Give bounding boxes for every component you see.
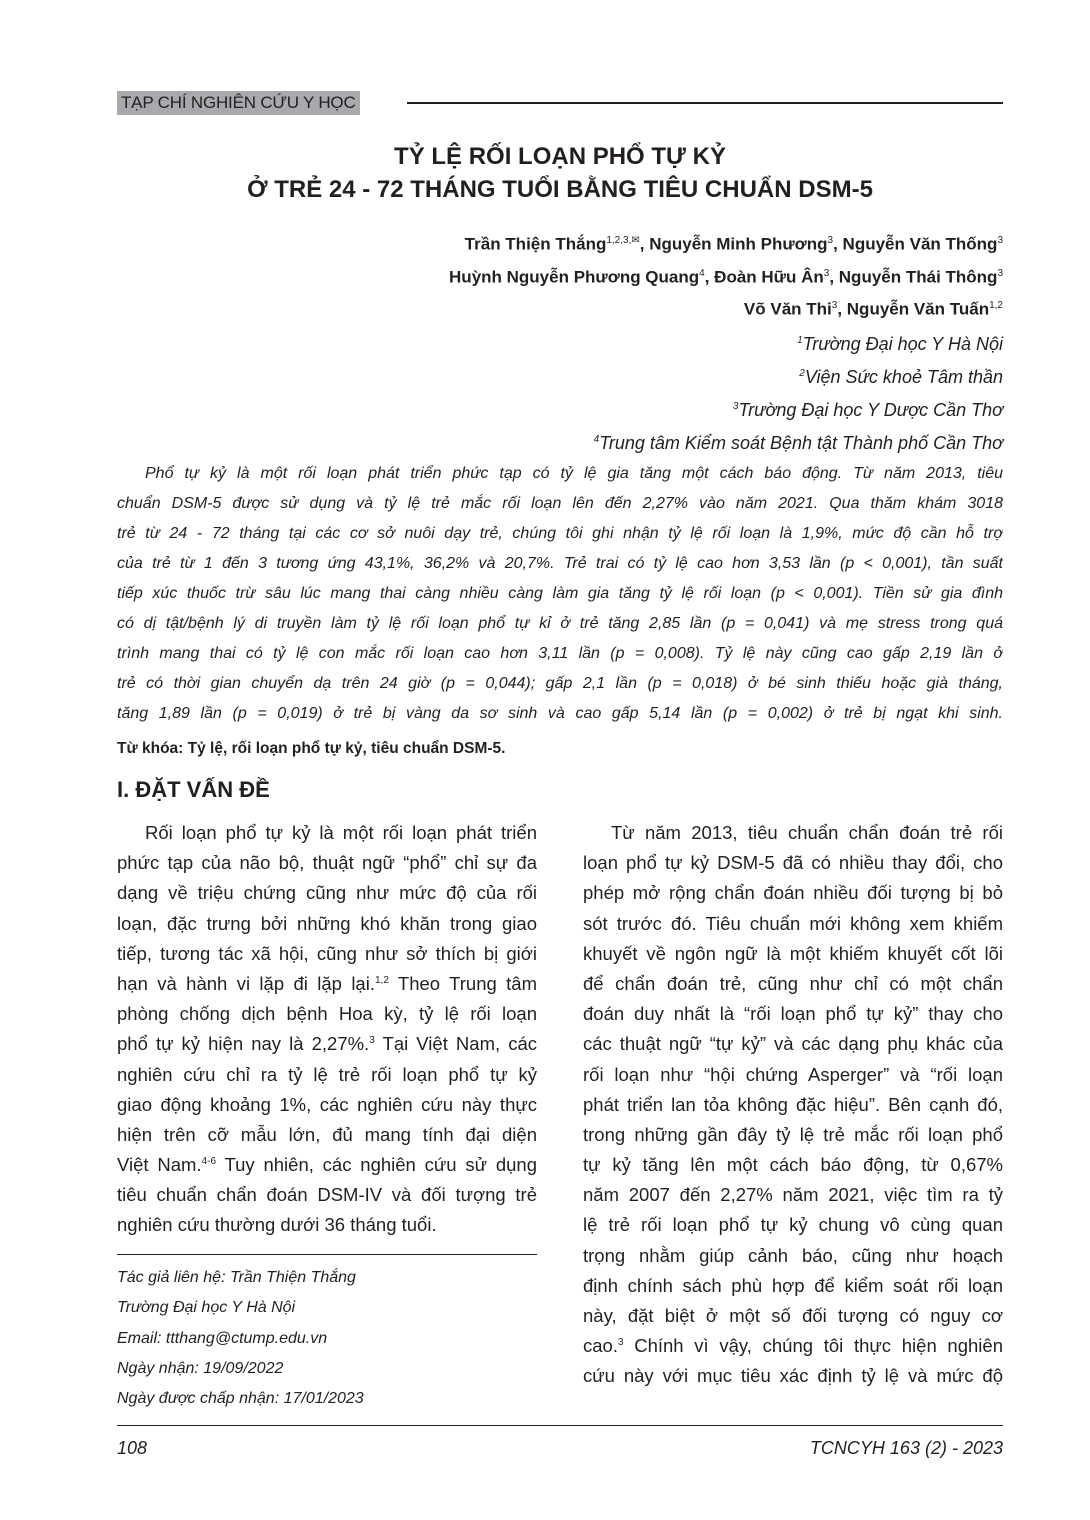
body-line [117,1120,537,1150]
body-text: loạn, đặc trưng bởi những khó khăn trong giao [117,912,537,934]
body-line [117,818,537,848]
body-line [583,818,1003,848]
body-text: phát triển lan tỏa không đặc hiệu”. Bên cạnh đó, [583,1093,1003,1115]
body-text: nghiên cứu thường dưới 36 tháng tuổi. [117,1214,437,1236]
abstract-line: tiếp xúc thuốc trừ sâu lúc mang thai càng nhiều càng làm gia tăng tỷ lệ rối loạn (p < 0,001). Tiền sử gia đình [117,585,1003,602]
body-text: rối loạn như “hội chứng Asperger” và “rối loạn [583,1063,1003,1085]
body-text: trọng nhằm giúp cảnh báo, cũng như hoạch [583,1244,1003,1266]
header-rule [407,102,1003,104]
author-line [449,226,1003,259]
body-text: cứu này với mục tiêu xác định tỷ lệ và mức độ [583,1365,1003,1387]
affiliation [594,326,1003,359]
body-text: Chính vì vậy, chúng tôi thực hiện nghiên [623,1335,1003,1357]
page-number: 108 [117,1438,148,1458]
title-line-1: TỶ LỆ RỐI LOẠN PHỔ TỰ KỶ [394,143,726,170]
body-text: dạng về triệu chứng cũng như mức độ của rối [117,882,537,904]
body-text: Rối loạn phổ tự kỷ là một rối loạn phát triển [145,822,537,843]
affiliation [594,425,1003,458]
journal-name: TẠP CHÍ NGHIÊN CỨU Y HỌC [117,91,360,115]
footnote-line: Tác giả liên hệ: Trần Thiện Thắng [117,1269,356,1286]
body-text: phép mở rộng chẩn đoán nhiều đối tượng bị bỏ [583,882,1003,904]
body-text: phòng chống dịch bệnh Hoa kỳ, tỷ lệ rối loạn [117,1003,537,1025]
author-affil-sup: 1,2 [989,300,1003,312]
body-line [117,1210,537,1240]
author-sep: , [829,267,839,287]
affiliation-number: 4 [593,434,600,445]
citation-superscript: 3 [369,1035,375,1047]
body-line [117,1029,537,1059]
author-affil-sup: 1,2,3,✉ [606,235,640,246]
body-line [117,878,537,908]
affiliation [594,392,1003,425]
body-text: Tuy nhiên, các nghiên cứu sử dụng [216,1154,537,1176]
author-affil-sup: 3 [997,267,1003,279]
author-line [449,291,1003,324]
body-text: giao động khoảng 1%, các nghiên cứu này thực [117,1093,537,1115]
affiliation [594,359,1003,392]
affiliation-number: 2 [799,368,805,379]
author-name: Võ Văn Thi [743,299,832,319]
abstract-line: của trẻ từ 1 đến 3 tương ứng 43,1%, 36,2% và 20,7%. Trẻ trai có tỷ lệ cao hơn 3,53 lần (p < 0,001), tần suất [117,555,1003,572]
title-line-2: Ở TRẺ 24 - 72 THÁNG TUỔI BẰNG TIÊU CHUẨN DSM-5 [247,176,873,203]
footnote-line: Trường Đại học Y Hà Nội [117,1299,296,1317]
footer-rule [117,1425,1003,1426]
body-line [583,1090,1003,1120]
body-text: Việt Nam. [117,1154,202,1176]
author-affil-sup: 4 [699,267,705,279]
body-text: Theo Trung tâm [388,972,537,994]
body-text: lệ trẻ rối loạn phổ tự kỷ chung vô cùng quan [583,1214,1003,1236]
journal-header [117,91,1003,115]
body-line [117,848,537,878]
body-line [583,1210,1003,1240]
body-line [583,848,1003,878]
body-line [583,1271,1003,1301]
journal-issue: TCNCYH 163 (2) - 2023 [809,1438,1003,1458]
abstract-line: trình mang thai có tỷ lệ con mắc rối loạn cao hơn 3,11 lần (p = 0,008). Tỷ lệ này cũng cao gấp 2,19 lần ở [117,645,1003,662]
author-sep: , [639,234,650,254]
affiliation-text: Trung tâm Kiểm soát Bệnh tật Thành phố Cần Thơ [599,433,1003,453]
author-name: Nguyễn Thái Thông [838,267,998,287]
abstract-line: trẻ từ 24 - 72 tháng tại các cơ sở nuôi dạy trẻ, chúng tôi ghi nhận tỷ lệ rối loạn là 1,9%, mức độ cần hỗ trợ [117,525,1003,542]
author-sep: , [833,234,843,254]
left-column [117,818,537,1241]
body-line [117,1150,537,1180]
footnote-accepted: Ngày được chấp nhận: 17/01/2023 [117,1390,364,1408]
abstract-line: chuẩn DSM-5 được sử dụng và tỷ lệ trẻ mắc rối loạn lên đến 2,27% vào năm 2021. Qua thăm khám 3018 [117,495,1003,512]
footnote-rule [117,1254,537,1255]
body-text: phổ tự kỷ hiện nay là 2,27%. [117,1033,370,1055]
author-sep: , [704,267,715,287]
body-line [583,1361,1003,1391]
body-line [583,969,1003,999]
body-line [583,1150,1003,1180]
right-column [583,818,1003,1392]
citation-superscript: 1,2 [374,974,389,986]
abstract-line: có dị tật/bệnh lý di truyền làm tỷ lệ rối loạn phổ tự kỉ ở trẻ tăng 2,85 lần (p = 0,041) và mẹ stress trong quá [117,615,1003,632]
abstract-line: tăng 1,89 lần (p = 0,019) ở trẻ bị vàng da sơ sinh và cao gấp 5,14 lần (p = 0,002) ở trẻ bị ngạt khi sinh. [117,705,1003,722]
body-line [583,1180,1003,1210]
correspondence-footnote [117,1263,364,1414]
author-name: Nguyễn Văn Thống [842,234,998,254]
body-text: để chẩn đoán trẻ, cũng như chỉ có một chẩn [583,972,1003,994]
author-name: Trần Thiện Thắng [464,234,607,254]
abstract [117,459,1003,729]
abstract-line: trẻ có thời gian chuyển dạ trên 24 giờ (p = 0,044); gấp 2,1 lần (p = 0,018) ở bé sinh thiếu hoặc già tháng, [117,675,1003,692]
author-name: Nguyễn Minh Phương [649,234,828,254]
body-text: trong những gần đây tỷ lệ trẻ mắc rối loạn phổ [583,1123,1003,1145]
body-text: sót trước đó. Tiêu chuẩn mới không xem khiếm [583,912,1003,934]
section-heading: I. ĐẶT VẤN ĐỀ [117,777,270,802]
affiliation-list [594,326,1003,458]
body-text: đoán duy nhất là “rối loạn phổ tự kỷ” thay cho [583,1003,1003,1025]
affiliation-text: Trường Đại học Y Dược Cần Thơ [738,400,1003,420]
author-name: Đoàn Hữu Ân [714,267,824,287]
citation-superscript: 4-6 [201,1155,217,1167]
abstract-line: Phổ tự kỷ là một rối loạn phát triển phức tạp có tỷ lệ gia tăng một cách báo động. Từ năm 2013, tiêu [145,465,1003,482]
body-text: cao. [583,1335,618,1357]
body-text: năm 2007 đến 2,27% năm 2021, việc tìm ra tỷ [583,1184,1003,1206]
body-text: tự kỷ tăng lên một cách báo động, từ 0,67% [583,1154,1003,1176]
body-text: nghiên cứu chỉ ra tỷ lệ trẻ rối loạn phổ tự kỷ [117,1063,537,1085]
body-line [117,1090,537,1120]
body-line [117,999,537,1029]
body-line [117,909,537,939]
author-affil-sup: 3 [827,235,834,246]
body-line [117,939,537,969]
body-text: tiêu chuẩn chẩn đoán DSM-IV và đối tượng trẻ [117,1184,537,1206]
body-line [117,969,537,999]
article-title [117,140,1003,206]
citation-superscript: 3 [617,1337,624,1349]
body-line [583,909,1003,939]
body-line [583,939,1003,969]
author-line [449,259,1003,292]
affiliation-number: 1 [797,335,803,346]
affiliation-number: 3 [732,401,739,412]
body-text: các thuật ngữ “tự kỷ” và các dạng phụ khác của [583,1033,1003,1055]
affiliation-text: Trường Đại học Y Hà Nội [802,334,1003,354]
body-line [583,1060,1003,1090]
body-line [117,1180,537,1210]
body-line [117,1060,537,1090]
author-affil-sup: 3 [823,267,830,279]
author-affil-sup: 3 [831,300,838,312]
body-line [583,1029,1003,1059]
affiliation-text: Viện Sức khoẻ Tâm thần [804,367,1003,387]
body-line [583,1120,1003,1150]
footnote-email: Email: ttthang@ctump.edu.vn [117,1329,328,1347]
body-text: loạn phổ tự kỷ DSM-5 đã có nhiều thay đổi, cho [583,852,1003,874]
author-name: Nguyễn Văn Tuấn [846,299,990,319]
body-text: khuyết về ngôn ngữ là một khiếm khuyết cốt lõi [583,942,1003,964]
body-text: hiện trên cỡ mẫu lớn, đủ mang tính đại diện [117,1123,537,1145]
body-text: này, đặt biệt ở một số đối tượng có nguy cơ [583,1305,1003,1326]
author-name: Huỳnh Nguyễn Phương Quang [449,267,700,287]
footnote-received: Ngày nhận: 19/09/2022 [117,1359,284,1377]
body-text: định chính sách phù hợp để kiểm soát rối loạn [583,1274,1003,1296]
body-line [583,999,1003,1029]
body-line [583,1301,1003,1331]
author-affil-sup: 3 [997,235,1003,246]
keywords: Từ khóa: Tỷ lệ, rối loạn phổ tự kỷ, tiêu chuẩn DSM-5. [117,740,506,757]
body-line [583,878,1003,908]
author-list [449,226,1003,324]
body-text: tiếp, tương tác xã hội, cũng như sở thích bị giới [117,942,537,964]
author-sep: , [837,299,847,319]
body-line [583,1331,1003,1361]
body-text: hạn và hành vi lặp đi lặp lại. [117,972,375,994]
body-text: phức tạp của não bộ, thuật ngữ “phổ” chỉ sự đa [117,852,537,874]
body-text: Tại Việt Nam, các [374,1033,537,1055]
body-text: Từ năm 2013, tiêu chuẩn chẩn đoán trẻ rối [611,822,1003,843]
body-line [583,1241,1003,1271]
